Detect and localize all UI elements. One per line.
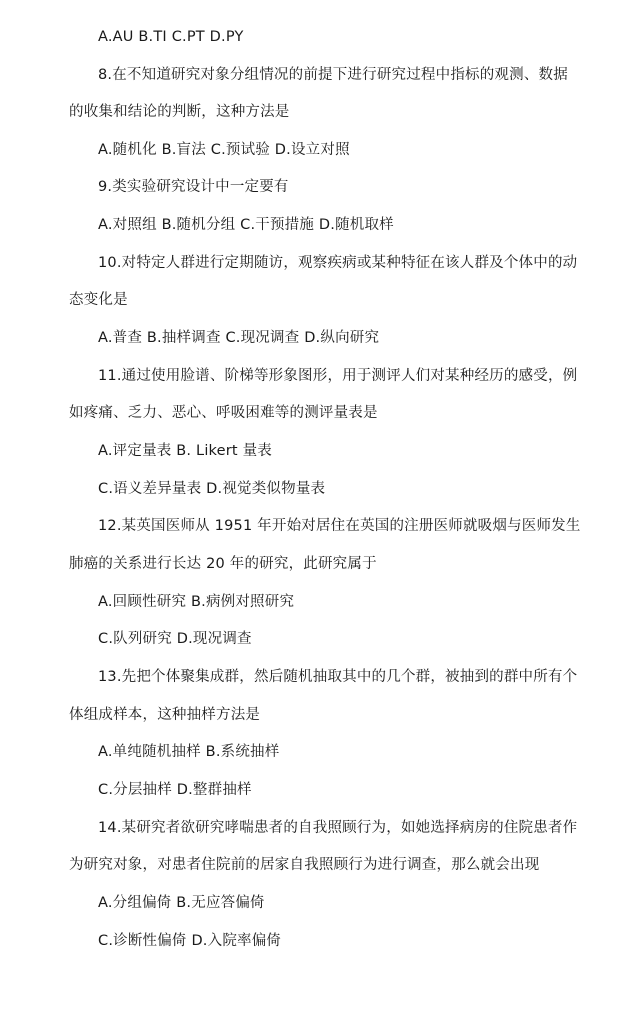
q14-stem-line1: 14.某研究者欲研究哮喘患者的自我照顾行为，如她选择病房的住院患者作 (98, 820, 578, 836)
q14-options-line1: A.分组偏倚 B.无应答偏倚 (98, 895, 265, 911)
q8-stem-line2: 的收集和结论的判断，这种方法是 (69, 104, 290, 120)
q13-stem-line1: 13.先把个体聚集成群，然后随机抽取其中的几个群，被抽到的群中所有个 (98, 669, 578, 685)
q10-stem-line1: 10.对特定人群进行定期随访，观察疾病或某种特征在该人群及个体中的动 (98, 255, 578, 271)
q11-options-line1: A.评定量表 B. Likert 量表 (98, 443, 273, 459)
q8-options: A.随机化 B.盲法 C.预试验 D.设立对照 (98, 142, 350, 158)
q11-options-line2: C.语义差异量表 D.视觉类似物量表 (98, 481, 326, 497)
q13-stem-line2: 体组成样本，这种抽样方法是 (69, 707, 261, 723)
q9-stem: 9.类实验研究设计中一定要有 (98, 179, 289, 195)
q12-options-line1: A.回顾性研究 B.病例对照研究 (98, 594, 295, 610)
q13-options-line1: A.单纯随机抽样 B.系统抽样 (98, 744, 280, 760)
q12-options-line2: C.队列研究 D.现况调查 (98, 631, 252, 647)
q11-stem-line2: 如疼痛、乏力、恶心、呼吸困难等的测评量表是 (69, 405, 378, 421)
q11-stem-line1: 11.通过使用脸谱、阶梯等形象图形，用于测评人们对某种经历的感受，例 (98, 368, 578, 384)
q13-options-line2: C.分层抽样 D.整群抽样 (98, 782, 252, 798)
q12-stem-line2: 肺癌的关系进行长达 20 年的研究，此研究属于 (69, 556, 377, 572)
q12-stem-line1: 12.某英国医师从 1951 年开始对居住在英国的注册医师就吸烟与医师发生 (98, 518, 581, 534)
q10-stem-line2: 态变化是 (69, 292, 128, 308)
q14-stem-line2: 为研究对象，对患者住院前的居家自我照顾行为进行调查，那么就会出现 (69, 857, 540, 873)
q9-options: A.对照组 B.随机分组 C.干预措施 D.随机取样 (98, 217, 394, 233)
q10-options: A.普查 B.抽样调查 C.现况调查 D.纵向研究 (98, 330, 380, 346)
q14-options-line2: C.诊断性偏倚 D.入院率偏倚 (98, 933, 282, 949)
q7-options: A.AU B.TI C.PT D.PY (98, 29, 244, 45)
q8-stem-line1: 8.在不知道研究对象分组情况的前提下进行研究过程中指标的观测、数据 (98, 67, 568, 83)
